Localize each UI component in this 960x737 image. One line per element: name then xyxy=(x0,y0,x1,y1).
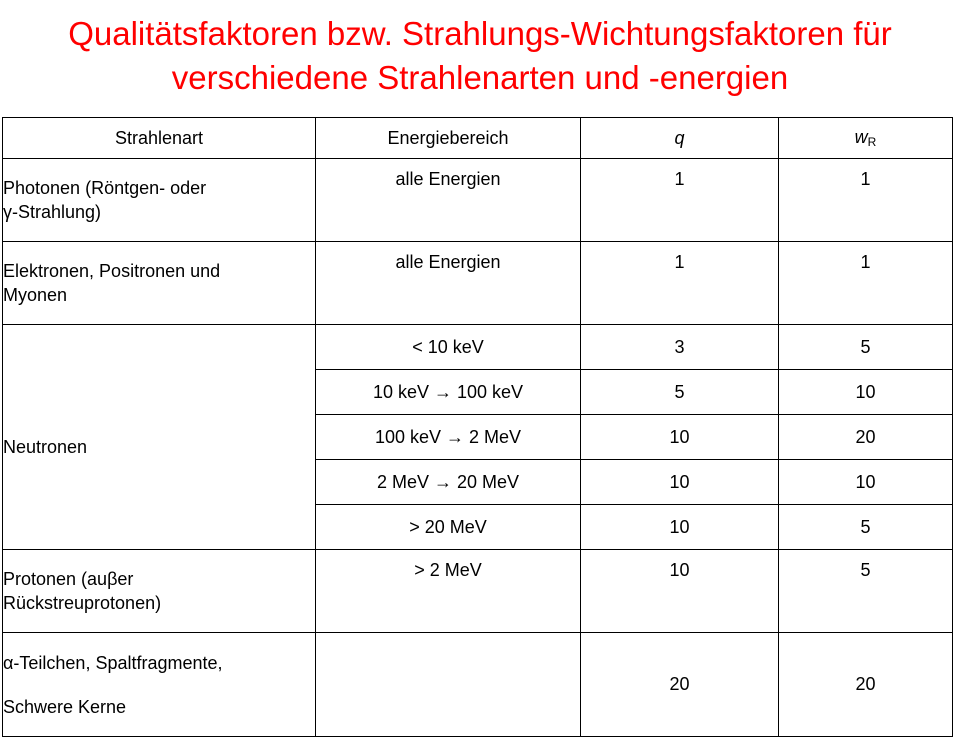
title-line-2: verschiedene Strahlenarten und -energien xyxy=(171,59,789,96)
electrons-w: 1 xyxy=(779,242,953,325)
header-w-sub: R xyxy=(867,135,877,149)
protons-label xyxy=(3,550,316,633)
neutrons-energy-2: 10 keV → 100 keV xyxy=(316,370,581,415)
header-energy-range: Energiebereich xyxy=(316,118,581,159)
table-row-alpha xyxy=(3,633,953,737)
radiation-weighting-table xyxy=(2,117,953,737)
neutrons-q-5: 10 xyxy=(581,505,779,550)
protons-w: 5 xyxy=(779,550,953,633)
header-w-r xyxy=(779,118,953,159)
alpha-w: 20 xyxy=(779,633,953,737)
protons-label-line-1: Protonen (auβer xyxy=(3,569,134,589)
header-radiation-type: Strahlenart xyxy=(3,118,316,159)
electrons-label-line-1: Elektronen, Positronen und xyxy=(3,261,221,281)
neutrons-energy-3: 100 keV → 2 MeV xyxy=(316,415,581,460)
electrons-energy: alle Energien xyxy=(316,242,581,325)
protons-q: 10 xyxy=(581,550,779,633)
neutrons-q-2: 5 xyxy=(581,370,779,415)
alpha-label-line-2: Schwere Kerne xyxy=(3,696,127,717)
neutrons-q-4: 10 xyxy=(581,460,779,505)
table-row-electrons xyxy=(3,242,953,325)
electrons-label xyxy=(3,242,316,325)
neutrons-w-3: 20 xyxy=(779,415,953,460)
neutrons-energy-4: 2 MeV → 20 MeV xyxy=(316,460,581,505)
alpha-energy xyxy=(316,633,581,737)
photons-energy: alle Energien xyxy=(316,159,581,242)
table-row-photons xyxy=(3,159,953,242)
photons-label-line-1: Photonen (Röntgen- oder xyxy=(3,178,207,198)
title-line-1: Qualitätsfaktoren bzw. Strahlungs-Wichtungsfaktoren für xyxy=(68,15,892,52)
electrons-label-line-2: Myonen xyxy=(3,285,68,305)
electrons-q: 1 xyxy=(581,242,779,325)
alpha-label-line-1: α-Teilchen, Spaltfragmente, xyxy=(3,652,223,673)
table-row-neutrons-1 xyxy=(3,325,953,370)
neutrons-label: Neutronen xyxy=(3,325,316,550)
protons-energy: > 2 MeV xyxy=(316,550,581,633)
header-w-main: w xyxy=(854,127,868,147)
header-q: q xyxy=(581,118,779,159)
neutrons-energy-1: < 10 keV xyxy=(316,325,581,370)
neutrons-q-3: 10 xyxy=(581,415,779,460)
neutrons-w-5: 5 xyxy=(779,505,953,550)
neutrons-w-1: 5 xyxy=(779,325,953,370)
photons-w: 1 xyxy=(779,159,953,242)
table-header-row xyxy=(3,118,953,159)
photons-label xyxy=(3,159,316,242)
photons-label-line-2: γ-Strahlung) xyxy=(3,202,102,222)
protons-label-line-2: Rückstreuprotonen) xyxy=(3,593,162,613)
alpha-q: 20 xyxy=(581,633,779,737)
neutrons-q-1: 3 xyxy=(581,325,779,370)
neutrons-energy-5: > 20 MeV xyxy=(316,505,581,550)
alpha-label xyxy=(3,633,316,737)
neutrons-w-2: 10 xyxy=(779,370,953,415)
neutrons-w-4: 10 xyxy=(779,460,953,505)
photons-q: 1 xyxy=(581,159,779,242)
page-title xyxy=(0,12,960,100)
table-row-protons xyxy=(3,550,953,633)
